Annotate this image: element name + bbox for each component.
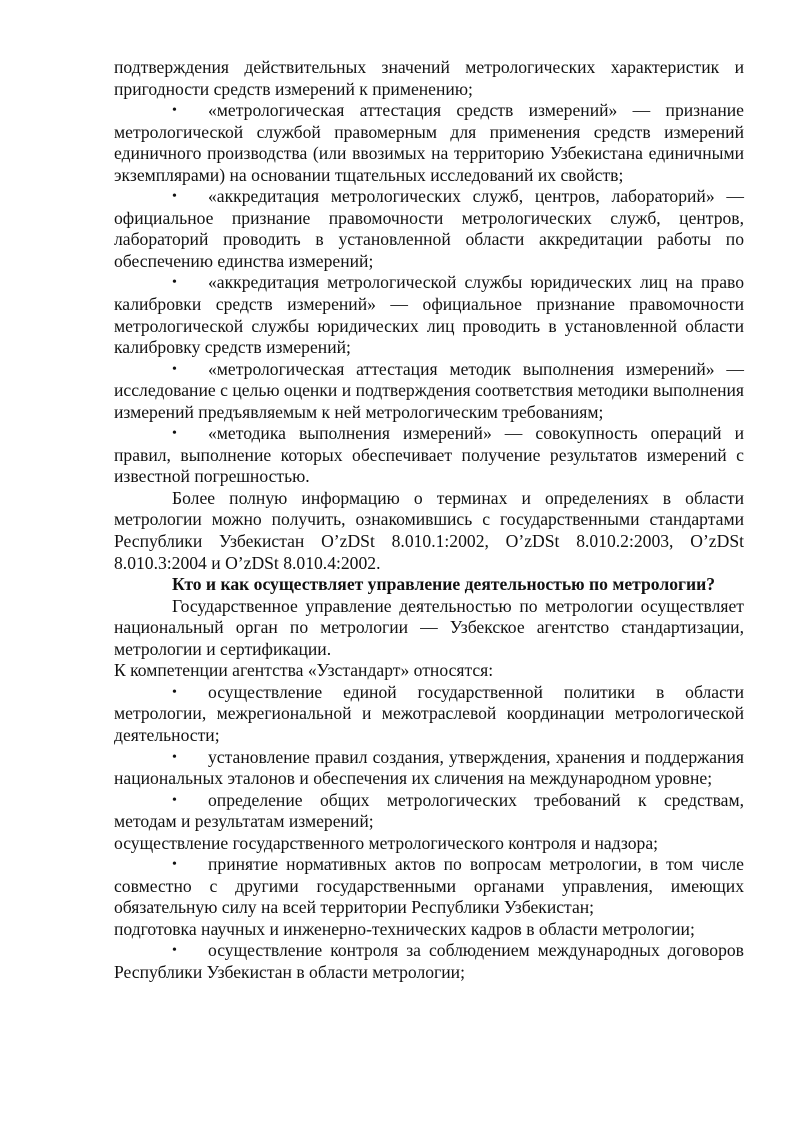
list-item-text: «аккредитация метрологической службы юридических лиц на право калибровки средств измерений» — официальное признание правомочности метрологической службы юридических лиц проводить в установленной области калибровку средств измерений; — [114, 272, 744, 358]
list-item-text: осуществление контроля за соблюдением международных договоров Республики Узбекистан в области метрологии; — [114, 940, 744, 982]
list-item-text: установление правил создания, утверждения, хранения и поддержания национальных эталонов и обеспечения их сличения на международном уровне; — [114, 746, 744, 789]
bullet-icon: • — [172, 857, 177, 873]
list-item-text: осуществление единой государственной политики в области метрологии, межрегиональной и межотраслевой координации метрологической деятельности; — [114, 681, 744, 745]
list-item-text: определение общих метрологических требований к средствам, методам и результатам измерений; — [114, 789, 744, 832]
list-item-text: «метрологическая аттестация средств измерений» — признание метрологической службой правомерным для применения средств измерений единичного производства (или ввозимых на территорию Узбекистана единичными экземплярами) на основании тщательных исследований их свойств; — [114, 100, 744, 185]
document-page — [114, 57, 744, 984]
bullet-icon: • — [172, 275, 177, 291]
list-item-requirements — [114, 790, 744, 833]
list-item-accreditation-calibration — [114, 272, 744, 358]
bullet-icon: • — [172, 792, 177, 808]
bullet-icon: • — [172, 103, 177, 119]
bullet-icon: • — [172, 943, 177, 959]
list-item-national-standards — [114, 747, 744, 790]
bullet-icon: • — [172, 189, 177, 205]
management-paragraph: Государственное управление деятельностью по метрологии осуществляет национальный орган по метрологии — Узбекское агентство стандартизации, метрологии и сертификации. — [114, 595, 744, 659]
list-item-international-control — [114, 940, 744, 983]
list-item-measurement-method — [114, 423, 744, 488]
list-item-text: «метрологическая аттестация методик выполнения измерений» — исследование с целью оценки и подтверждения соответствия методики выполнения измерений предъявляемым к ней метрологическим требованиям; — [114, 358, 744, 422]
list-item-continuation: подготовка научных и инженерно-технических кадров в области метрологии; — [114, 918, 695, 939]
bullet-icon: • — [172, 426, 177, 442]
list-item-text: «методика выполнения измерений» — совокупность операций и правил, выполнение которых обеспечивает получение результатов измерений с известной погрешностью. — [114, 423, 744, 487]
competence-intro: К компетенции агентства «Узстандарт» относятся: — [114, 660, 494, 681]
list-item-method-certification — [114, 359, 744, 424]
list-item-text: принятие нормативных актов по вопросам метрологии, в том числе совместно с другими государственными органами управления, имеющих обязательную силу на всей территории Республики Узбекистан; — [114, 854, 744, 918]
intro-paragraph: подтверждения действительных значений метрологических характеристик и пригодности средств измерений к применению; — [114, 57, 744, 99]
bullet-icon: • — [172, 684, 177, 700]
list-item-state-policy — [114, 682, 744, 747]
list-item-metrological-certification — [114, 100, 744, 186]
standards-paragraph: Более полную информацию о терминах и определениях в области метрологии можно получить, ознакомившись с государственными стандартами Республики Узбекистан O’zDSt 8.010.1:2002, O’zDSt 8.010.2:2003, O’zDSt 8.010.3:2004 и O’zDSt 8.010.4:2002. — [114, 487, 744, 573]
list-item-text: «аккредитация метрологических служб, центров, лабораторий» — официальное признание правомочности метрологических служб, центров, лабораторий проводить в установленной области аккредитации работы по обеспечению единства измерений; — [114, 186, 744, 271]
section-heading: Кто и как осуществляет управление деятельностью по метрологии? — [172, 574, 716, 595]
list-item-accreditation-services — [114, 186, 744, 272]
list-item-normative-acts — [114, 854, 744, 919]
bullet-icon: • — [172, 361, 177, 377]
list-item-continuation: осуществление государственного метрологического контроля и надзора; — [114, 832, 659, 853]
bullet-icon: • — [172, 749, 177, 765]
